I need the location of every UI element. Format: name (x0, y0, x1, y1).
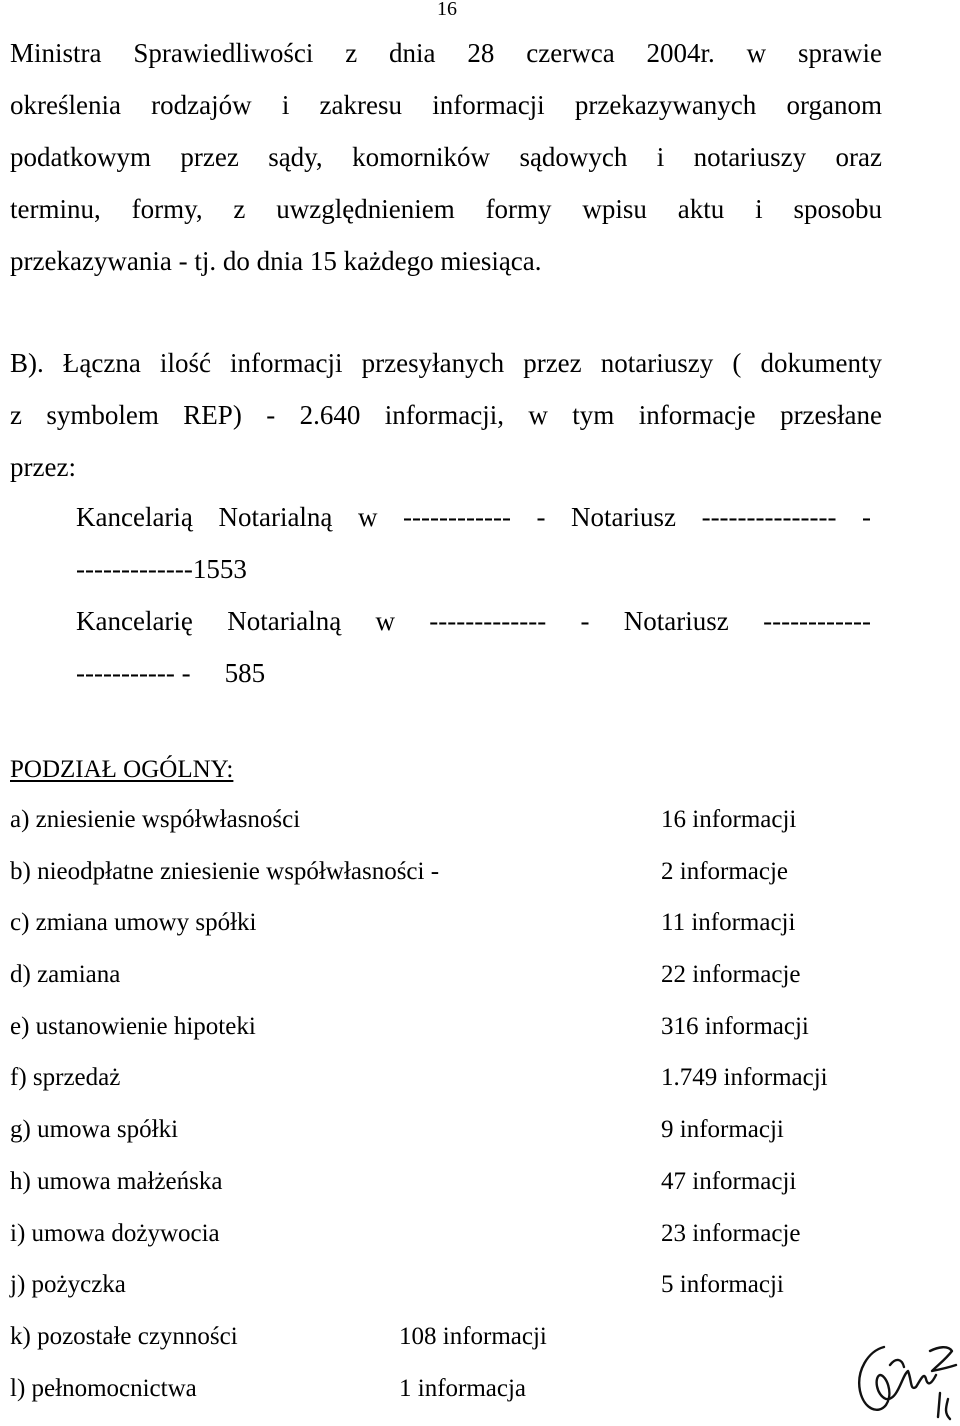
list-item (10, 795, 910, 847)
item-label: l) pełnomocnictwa (10, 1374, 197, 1402)
item-count: 316 informacji (661, 1012, 809, 1040)
list-item (10, 1260, 910, 1312)
item-label: d) zamiana (10, 961, 121, 989)
list-item (10, 847, 910, 899)
item-count: 1.749 informacji (661, 1064, 828, 1092)
list-item (10, 950, 910, 1002)
intro-line: Ministra Sprawiedliwości z dnia 28 czerwca 2004r. w sprawie (10, 38, 882, 68)
intro-paragraph (10, 27, 882, 287)
list-item (10, 1157, 910, 1209)
item-count: 1 informacja (399, 1374, 527, 1402)
office-dashes: ----------- - (76, 658, 191, 688)
item-count: 2 informacje (661, 857, 789, 885)
office-entry-line: Kancelarię Notarialną w ------------- - Notariusz ------------ (76, 606, 871, 636)
item-count: 9 informacji (661, 1116, 784, 1144)
list-item (10, 1312, 910, 1364)
item-label: j) pożyczka (10, 1271, 126, 1299)
item-label: k) pozostałe czynności (10, 1322, 238, 1350)
list-item (10, 1002, 910, 1054)
intro-line: podatkowym przez sądy, komorników sądowych i notariuszy oraz (10, 142, 882, 172)
item-label: b) nieodpłatne zniesienie współwłasności - (10, 857, 440, 885)
intro-line: określenia rodzajów i zakresu informacji przekazywanych organom (10, 90, 882, 120)
office-count: 585 (224, 658, 266, 688)
intro-line: terminu, formy, z uwzględnieniem formy wpisu aktu i sposobu (10, 194, 882, 224)
item-label: h) umowa małżeńska (10, 1167, 223, 1195)
item-count: 11 informacji (661, 909, 796, 937)
office-entry-line: -------------1553 (76, 554, 247, 584)
breakdown-heading: PODZIAŁ OGÓLNY: (10, 756, 234, 783)
item-label: f) sprzedaż (10, 1064, 121, 1092)
item-count: 16 informacji (661, 806, 797, 833)
office-entry-line: Kancelarią Notarialną w ------------ - Notariusz --------------- - (76, 502, 871, 532)
list-item (10, 1053, 910, 1105)
list-item (10, 1364, 910, 1416)
list-item (10, 1209, 910, 1261)
item-label: e) ustanowienie hipoteki (10, 1012, 256, 1040)
item-label: c) zmiana umowy spółki (10, 909, 257, 937)
section-b-line: z symbolem REP) - 2.640 informacji, w tym informacje przesłane (10, 400, 882, 430)
list-item (10, 898, 910, 950)
item-label: i) umowa dożywocia (10, 1219, 220, 1247)
item-count: 23 informacje (661, 1219, 801, 1247)
section-b-line: przez: (10, 452, 76, 482)
page-number: 16 (437, 0, 457, 20)
section-b-line: B). Łączna ilość informacji przesyłanych przez notariuszy ( dokumenty (10, 348, 882, 378)
intro-line: przekazywania - tj. do dnia 15 każdego miesiąca. (10, 246, 542, 276)
item-count: 22 informacje (661, 961, 801, 989)
item-count: 5 informacji (661, 1271, 784, 1299)
office-entry-line (76, 647, 871, 699)
item-label: a) zniesienie współwłasności (10, 806, 301, 833)
list-item (10, 1105, 910, 1157)
item-count: 47 informacji (661, 1167, 797, 1195)
handwritten-signature-icon (846, 1335, 958, 1423)
section-b-paragraph (10, 337, 882, 493)
item-count: 108 informacji (399, 1322, 547, 1350)
breakdown-list (10, 795, 910, 1415)
item-label: g) umowa spółki (10, 1116, 179, 1144)
